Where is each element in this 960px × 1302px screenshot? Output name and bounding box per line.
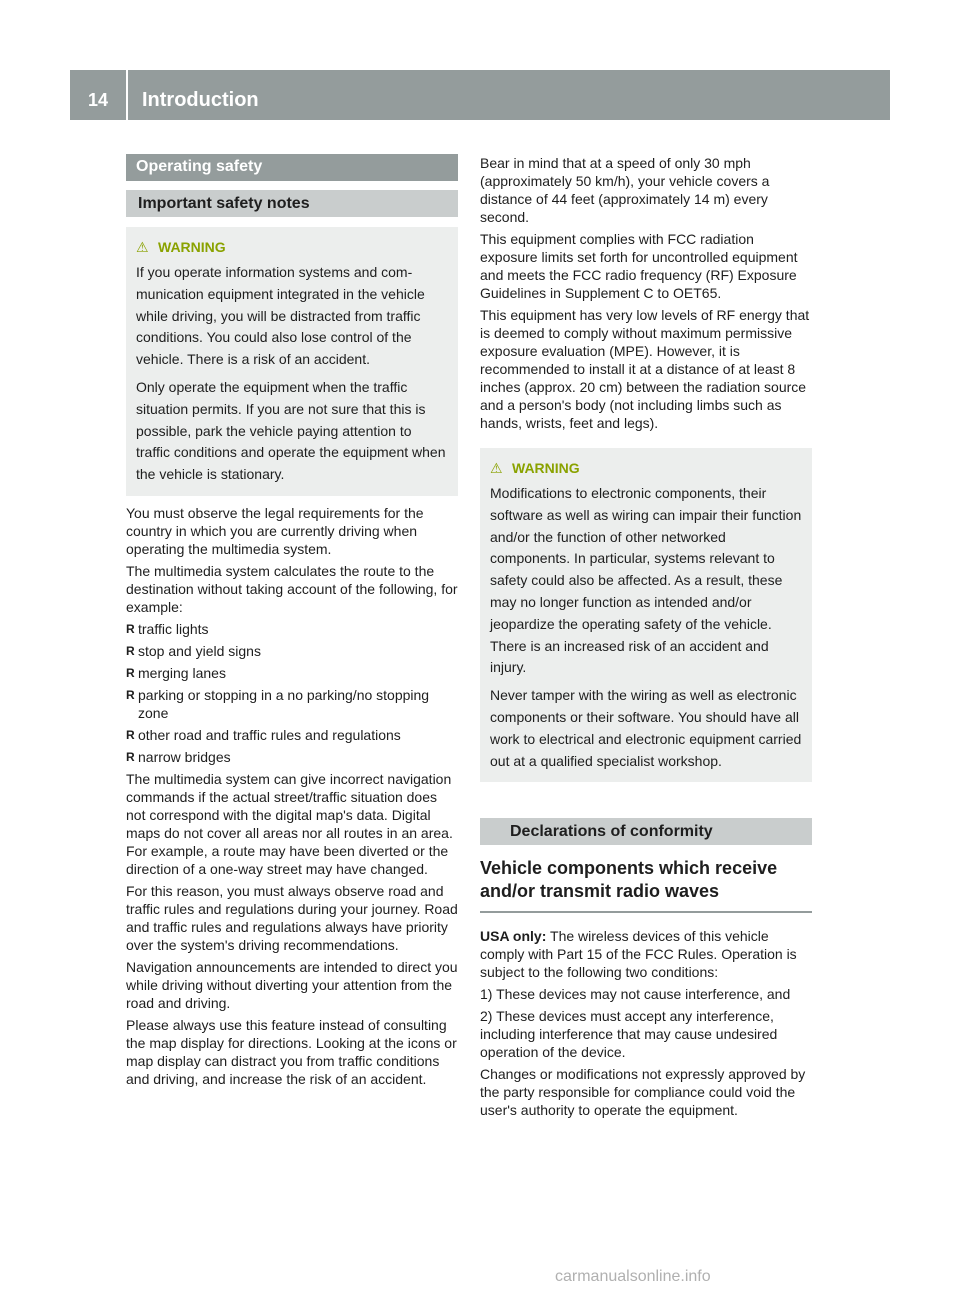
paragraph: For this reason, you must always observe road and traffic rules and regulations during your journey. Road and traffic rules and regulations always have priority over the system's driving recommendations. (126, 882, 458, 953)
left-column (126, 154, 458, 1092)
paragraph: This equipment has very low levels of RF energy that is deemed to comply without maximum permissive exposure evaluation (MPE). However, it is recommended to install it at a distance of at least 8 inches (approx. 20 cm) between the radiation source and a person's body (not including limbs such as hands, wrists, feet and legs). (480, 307, 810, 431)
bullet-r-icon: R (126, 621, 135, 636)
paragraph: Changes or modifications not expressly approved by the party responsible for compliance could void the user's authority to operate the equipment. (480, 1066, 806, 1119)
page-header (70, 70, 890, 120)
paragraph: Bear in mind that at a speed of only 30 mph (approximately 50 km/h), your vehicle covers a distance of 44 feet (approximately 14 m) every second. (480, 155, 770, 225)
usa-text: The wireless devices of this vehicle comply with Part 15 of the FCC Rules. Operation is subject to the following two conditions: (480, 928, 797, 981)
paragraph: The multimedia system can give incorrect navigation commands if the actual street/traffic situation does not correspond with the digital map's data. Digital maps do not cover all areas nor all routes in an area. For example, a route may have been diverted or the direction of a one-way street may have changed. (126, 770, 453, 877)
warning-paragraph: Modifications to electronic components, their software as well as wiring can impair their function and/or the function of other networked components. In particular, systems relevant to safety could also be affected. As a result, these may no longer function as intended and/or jeopardize the operating safety of the vehicle. There is an increased risk of an accident and injury. (490, 485, 802, 676)
bullet-list (126, 620, 458, 766)
chapter-title: Introduction (142, 89, 259, 111)
right-column (480, 154, 812, 1123)
paragraph: 2) These devices must accept any interference, including interference that may cause undesired operation of the device. (480, 1008, 778, 1061)
section-heading-declarations: Declarations of conformity (480, 818, 812, 845)
list-item: R narrow bridges (126, 748, 231, 765)
header-divider (126, 70, 128, 120)
list-item: R parking or stopping in a no parking/no stopping zone (126, 686, 430, 721)
subsection-heading-safety-notes: Important safety notes (126, 190, 458, 217)
paragraph: The multimedia system calculates the route to the destination without taking account of the following, for example: (126, 562, 458, 615)
paragraph: You must observe the legal requirements for the country in which you are currently driving when operating the multimedia system. (126, 504, 424, 557)
usa-label: USA only: (480, 928, 547, 945)
paragraph: 1) These devices may not cause interference, and (480, 986, 791, 1003)
bullet-r-icon: R (126, 727, 135, 742)
warning-title (490, 458, 802, 478)
site-watermark: carmanualsonline.info (555, 1268, 711, 1285)
page-number: 14 (87, 90, 109, 110)
subheading-radio-components: Vehicle components which receive and/or transmit radio waves (480, 858, 778, 902)
warning-triangle-icon: ⚠ (136, 239, 149, 255)
warning-label: WARNING (158, 239, 226, 255)
warning-label: WARNING (512, 460, 580, 476)
paragraph-usa (480, 927, 812, 981)
section-heading-operating-safety: Operating safety (126, 154, 458, 181)
paragraph: Navigation announcements are intended to direct you while driving without diverting your attention from the road and driving. (126, 958, 458, 1011)
warning-paragraph: If you operate information systems and communication equipment integrated in the vehicle while driving, you will be distracted from traffic conditions. You could also lose control of the vehicle. There is a risk of an accident. (136, 264, 425, 368)
list-item: R other road and traffic rules and regulations (126, 726, 401, 743)
warning-triangle-icon: ⚠ (490, 460, 503, 476)
bullet-r-icon: R (126, 749, 135, 764)
paragraph: Please always use this feature instead of consulting the map display for directions. Looking at the icons or map display can distract you from traffic conditions and driving, and increase the risk of an accident. (126, 1016, 457, 1087)
paragraph: This equipment complies with FCC radiation exposure limits set forth for uncontrolled equipment and meets the FCC radio frequency (RF) Exposure Guidelines in Supplement C to OET65. (480, 231, 798, 301)
bullet-r-icon: R (126, 643, 135, 658)
bullet-r-icon: R (126, 665, 135, 680)
list-item: R traffic lights (126, 620, 209, 637)
warning-paragraph: Only operate the equipment when the traffic situation permits. If you are not sure that this is possible, park the vehicle paying attention to traffic conditions and operate the equipment when the vehicle is stationary. (136, 378, 446, 483)
warning-paragraph: Never tamper with the wiring as well as electronic components or their software. You should have all work to electrical and electronic equipment carried out at a qualified specialist workshop. (490, 687, 802, 769)
warning-box (480, 448, 812, 782)
warning-title (136, 237, 448, 257)
list-item: R merging lanes (126, 664, 226, 681)
heading-rule (480, 911, 812, 913)
list-item: R stop and yield signs (126, 642, 261, 659)
bullet-r-icon: R (126, 687, 135, 702)
warning-box (126, 227, 458, 496)
